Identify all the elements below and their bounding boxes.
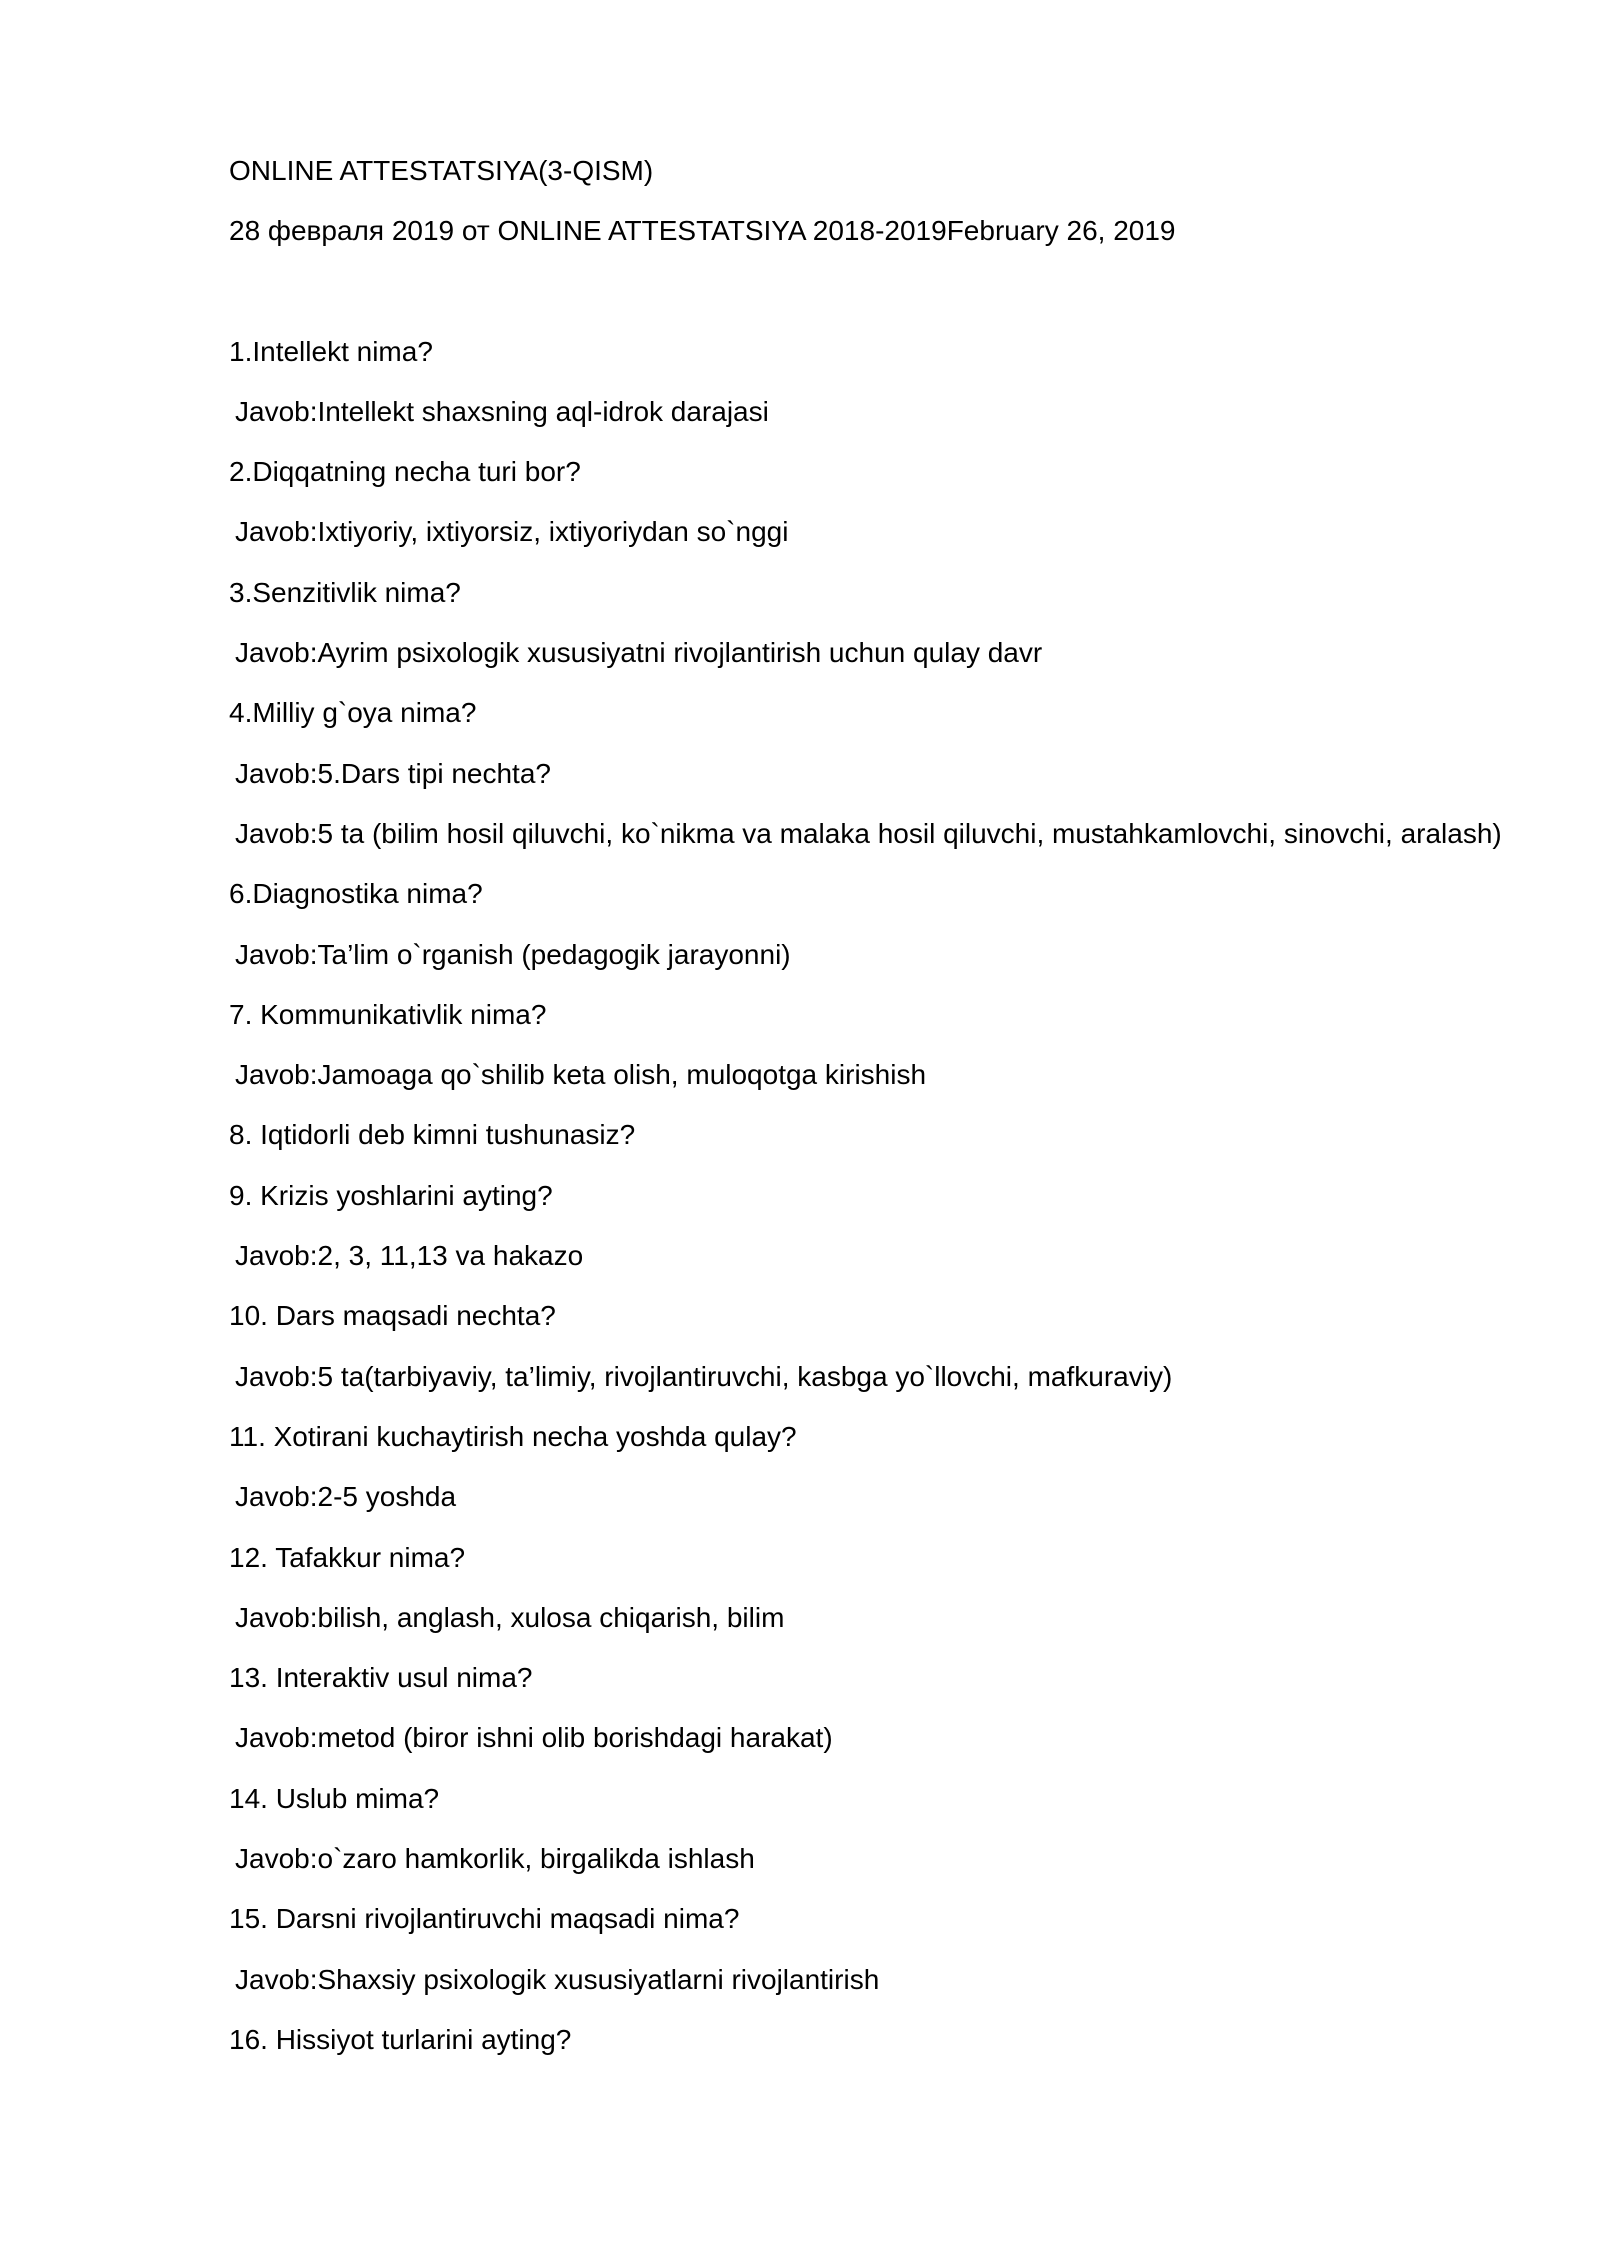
qa-line-question: 6.Diagnostika nima? (229, 878, 483, 910)
qa-line-answer: Javob:Intellekt shaxsning aql-idrok darajasi (235, 395, 769, 427)
qa-line-question: 16. Hissiyot turlarini ayting? (229, 2023, 572, 2055)
qa-line-question: 2.Diqqatning necha turi bor? (229, 456, 581, 488)
qa-line-question: 13. Interaktiv usul nima? (229, 1662, 533, 1694)
qa-line-answer: Javob:5.Dars tipi nechta? (235, 757, 551, 789)
qa-line-answer: Javob:o`zaro hamkorlik, birgalikda ishlash (235, 1843, 755, 1875)
qa-line-question: 8. Iqtidorli deb kimni tushunasiz? (229, 1119, 636, 1151)
qa-line-question: 15. Darsni rivojlantiruvchi maqsadi nima? (229, 1903, 740, 1935)
qa-line-answer: Javob:metod (biror ishni olib borishdagi harakat) (235, 1722, 833, 1754)
qa-line-answer: Javob:Shaxsiy psixologik xususiyatlarni rivojlantirish (235, 1963, 880, 1995)
qa-list (229, 322, 1600, 2071)
document-subtitle: 28 февраля 2019 от ONLINE ATTESTATSIYA 2018-2019February 26, 2019 (229, 215, 1176, 247)
document-title: ONLINE ATTESTATSIYA(3-QISM) (229, 155, 654, 186)
qa-line-question: 4.Milliy g`oya nima? (229, 697, 477, 729)
qa-line-question: 9. Krizis yoshlarini ayting? (229, 1179, 553, 1211)
qa-line-answer: Javob:Jamoaga qo`shilib keta olish, muloqotga kirishish (235, 1059, 927, 1091)
qa-line-question: 14. Uslub mima? (229, 1782, 440, 1814)
qa-line-answer: Javob:2-5 yoshda (235, 1481, 457, 1513)
qa-line-answer: Javob:5 ta (bilim hosil qiluvchi, ko`nikma va malaka hosil qiluvchi, mustahkamlovchi, sinovchi, aralash) (235, 817, 1502, 849)
qa-line-question: 3.Senzitivlik nima? (229, 576, 461, 608)
qa-line-answer: Javob:Ayrim psixologik xususiyatni rivojlantirish uchun qulay davr (235, 637, 1043, 669)
qa-line-question: 11. Xotirani kuchaytirish necha yoshda qulay? (229, 1420, 797, 1452)
qa-line-answer: Javob:Ta’lim o`rganish (pedagogik jarayonni) (235, 938, 791, 970)
qa-line-question: 7. Kommunikativlik nima? (229, 998, 547, 1030)
qa-line-question: 10. Dars maqsadi nechta? (229, 1300, 556, 1332)
qa-line-answer: Javob:5 ta(tarbiyaviy, ta’limiy, rivojlantiruvchi, kasbga yo`llovchi, mafkuraviy) (235, 1360, 1173, 1392)
qa-line-question: 1.Intellekt nima? (229, 335, 433, 367)
qa-line-answer: Javob:Ixtiyoriy, ixtiyorsiz, ixtiyoriydan so`nggi (235, 516, 789, 548)
qa-line-answer: Javob:2, 3, 11,13 va hakazo (235, 1240, 584, 1272)
qa-line-answer: Javob:bilish, anglash, xulosa chiqarish, bilim (235, 1601, 785, 1633)
qa-line-question: 12. Tafakkur nima? (229, 1541, 466, 1573)
